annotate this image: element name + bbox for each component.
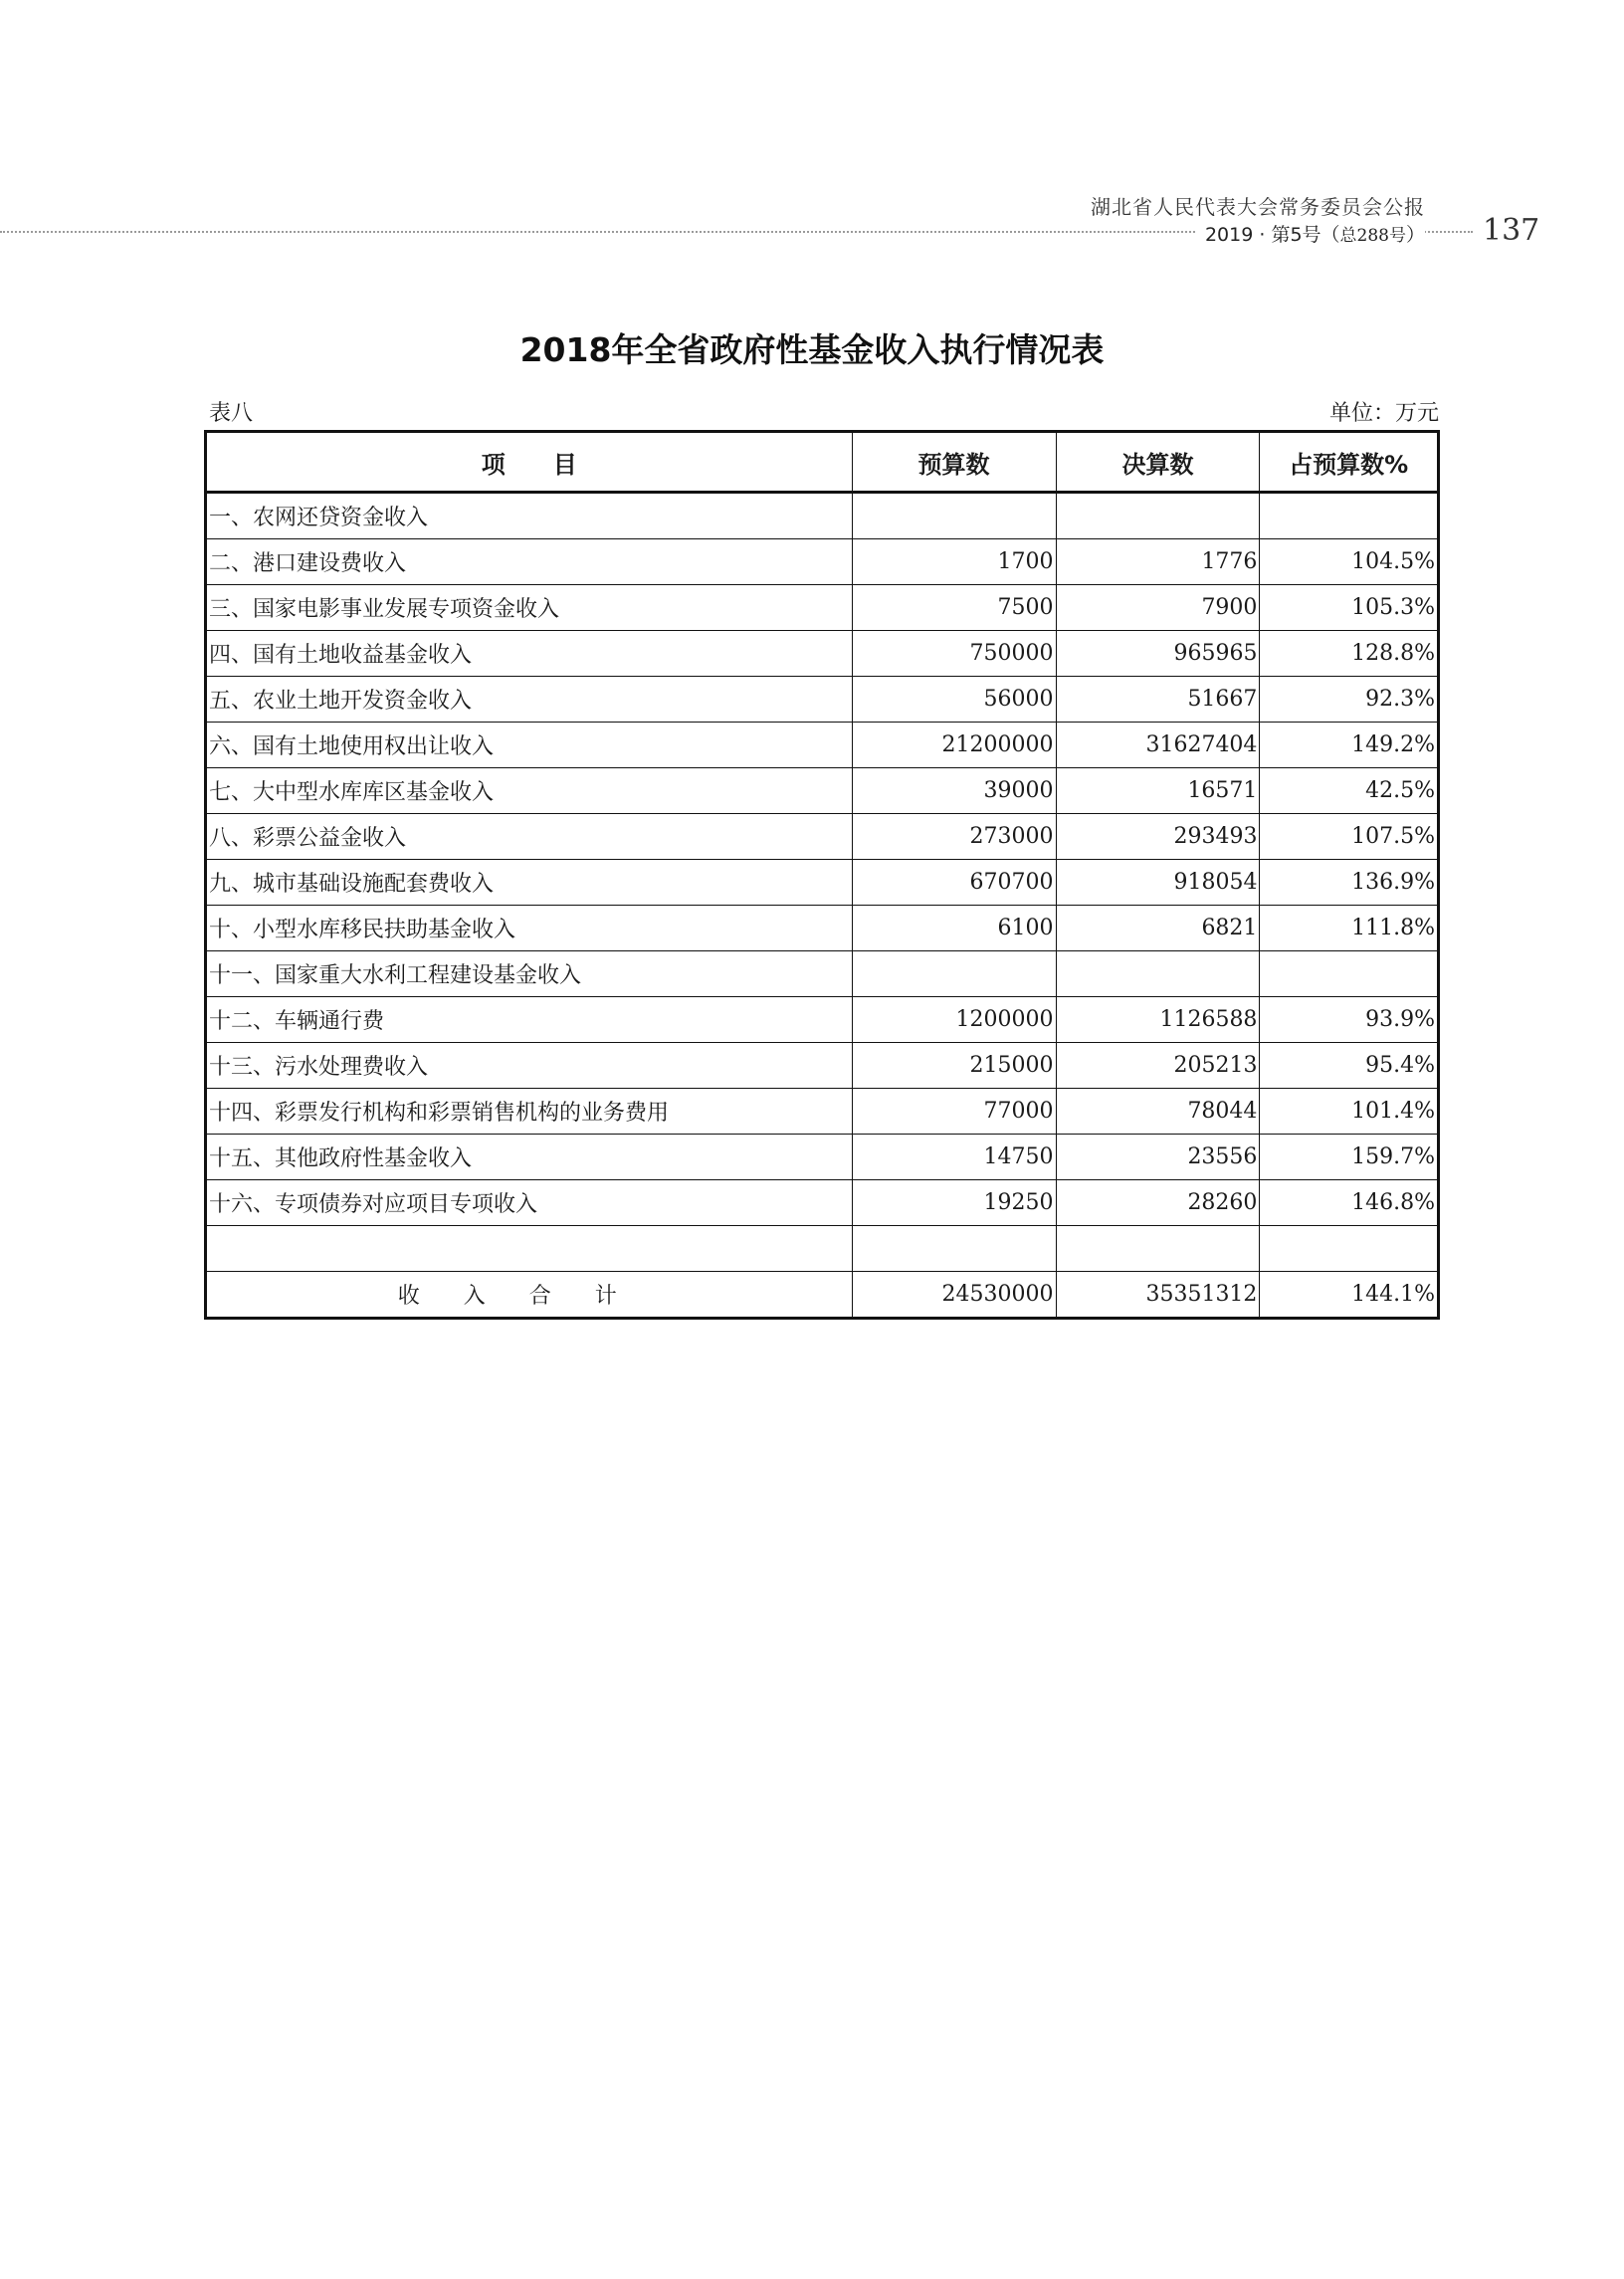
table-row xyxy=(206,768,1439,814)
row-percent: 111.8% xyxy=(1260,906,1439,951)
row-item: 十、小型水库移民扶助基金收入 xyxy=(206,906,853,951)
table-row xyxy=(206,1135,1439,1180)
row-item: 七、大中型水库库区基金收入 xyxy=(206,768,853,814)
row-percent: 104.5% xyxy=(1260,539,1439,585)
issue-number xyxy=(1197,220,1425,247)
row-final: 78044 xyxy=(1056,1089,1260,1135)
row-item: 十五、其他政府性基金收入 xyxy=(206,1135,853,1180)
table-row xyxy=(206,677,1439,723)
page-title: 2018年全省政府性基金收入执行情况表 xyxy=(519,330,1105,369)
row-percent: 136.9% xyxy=(1260,860,1439,906)
row-percent: 105.3% xyxy=(1260,585,1439,631)
page-number: 137 xyxy=(1477,213,1539,248)
row-budget: 1700 xyxy=(852,539,1056,585)
row-item: 九、城市基础设施配套费收入 xyxy=(206,860,853,906)
row-final xyxy=(1056,493,1260,539)
row-item: 十一、国家重大水利工程建设基金收入 xyxy=(206,951,853,997)
row-item: 四、国有土地收益基金收入 xyxy=(206,631,853,677)
row-budget: 56000 xyxy=(852,677,1056,723)
table-header-row xyxy=(206,432,1439,493)
row-final: 918054 xyxy=(1056,860,1260,906)
table-row xyxy=(206,585,1439,631)
row-item: 五、农业土地开发资金收入 xyxy=(206,677,853,723)
row-final: 51667 xyxy=(1056,677,1260,723)
row-percent: 128.8% xyxy=(1260,631,1439,677)
table-row xyxy=(206,1180,1439,1226)
row-final: 1126588 xyxy=(1056,997,1260,1043)
row-budget: 215000 xyxy=(852,1043,1056,1089)
row-budget: 77000 xyxy=(852,1089,1056,1135)
issue-close: ） xyxy=(1405,224,1425,246)
total-final: 35351312 xyxy=(1056,1272,1260,1319)
table-row xyxy=(206,951,1439,997)
column-header-percent: 占预算数% xyxy=(1260,432,1439,493)
total-percent: 144.1% xyxy=(1260,1272,1439,1319)
row-budget: 750000 xyxy=(852,631,1056,677)
row-item: 二、港口建设费收入 xyxy=(206,539,853,585)
row-budget: 273000 xyxy=(852,814,1056,860)
table-label: 表八 xyxy=(209,401,254,426)
table-row xyxy=(206,723,1439,768)
row-item xyxy=(206,1226,853,1272)
table-row xyxy=(206,1226,1439,1272)
row-final: 293493 xyxy=(1056,814,1260,860)
row-final: 28260 xyxy=(1056,1180,1260,1226)
table-row xyxy=(206,997,1439,1043)
table-row xyxy=(206,906,1439,951)
row-final: 7900 xyxy=(1056,585,1260,631)
row-budget xyxy=(852,1226,1056,1272)
total-label: 收入合计 xyxy=(206,1272,853,1319)
table-row xyxy=(206,814,1439,860)
row-final: 16571 xyxy=(1056,768,1260,814)
table-row xyxy=(206,539,1439,585)
row-budget: 39000 xyxy=(852,768,1056,814)
row-item: 一、农网还贷资金收入 xyxy=(206,493,853,539)
row-final: 205213 xyxy=(1056,1043,1260,1089)
total-budget: 24530000 xyxy=(852,1272,1056,1319)
row-percent: 95.4% xyxy=(1260,1043,1439,1089)
row-item: 十三、污水处理费收入 xyxy=(206,1043,853,1089)
row-budget: 7500 xyxy=(852,585,1056,631)
row-item: 八、彩票公益金收入 xyxy=(206,814,853,860)
row-percent: 93.9% xyxy=(1260,997,1439,1043)
row-percent: 146.8% xyxy=(1260,1180,1439,1226)
row-budget: 1200000 xyxy=(852,997,1056,1043)
column-header-item: 项 目 xyxy=(206,432,853,493)
unit-label: 单位：万元 xyxy=(1328,401,1439,426)
row-percent: 107.5% xyxy=(1260,814,1439,860)
table-row xyxy=(206,631,1439,677)
row-percent: 92.3% xyxy=(1260,677,1439,723)
row-final: 6821 xyxy=(1056,906,1260,951)
row-final: 31627404 xyxy=(1056,723,1260,768)
row-percent xyxy=(1260,951,1439,997)
fund-revenue-table xyxy=(204,430,1440,1320)
journal-name: 湖北省人民代表大会常务委员会公报 xyxy=(1091,195,1425,219)
row-percent: 159.7% xyxy=(1260,1135,1439,1180)
row-final xyxy=(1056,1226,1260,1272)
row-budget: 670700 xyxy=(852,860,1056,906)
row-budget xyxy=(852,493,1056,539)
table-row-total xyxy=(206,1272,1439,1319)
table-row xyxy=(206,1043,1439,1089)
issue-main: 2019 · 第5号（ xyxy=(1204,224,1340,246)
row-budget: 6100 xyxy=(852,906,1056,951)
row-percent: 101.4% xyxy=(1260,1089,1439,1135)
row-final xyxy=(1056,951,1260,997)
row-item: 十六、专项债券对应项目专项收入 xyxy=(206,1180,853,1226)
row-budget: 21200000 xyxy=(852,723,1056,768)
issue-total: 总288号 xyxy=(1339,226,1406,246)
row-item: 十二、车辆通行费 xyxy=(206,997,853,1043)
row-final: 23556 xyxy=(1056,1135,1260,1180)
row-budget: 14750 xyxy=(852,1135,1056,1180)
row-final: 1776 xyxy=(1056,539,1260,585)
table-body xyxy=(206,493,1439,1319)
row-item: 六、国有土地使用权出让收入 xyxy=(206,723,853,768)
row-final: 965965 xyxy=(1056,631,1260,677)
row-budget xyxy=(852,951,1056,997)
table-row xyxy=(206,1089,1439,1135)
row-item: 十四、彩票发行机构和彩票销售机构的业务费用 xyxy=(206,1089,853,1135)
table-row xyxy=(206,493,1439,539)
column-header-budget: 预算数 xyxy=(852,432,1056,493)
row-item: 三、国家电影事业发展专项资金收入 xyxy=(206,585,853,631)
row-percent xyxy=(1260,1226,1439,1272)
column-header-final: 决算数 xyxy=(1056,432,1260,493)
row-percent: 42.5% xyxy=(1260,768,1439,814)
row-percent: 149.2% xyxy=(1260,723,1439,768)
row-percent xyxy=(1260,493,1439,539)
row-budget: 19250 xyxy=(852,1180,1056,1226)
table-row xyxy=(206,860,1439,906)
